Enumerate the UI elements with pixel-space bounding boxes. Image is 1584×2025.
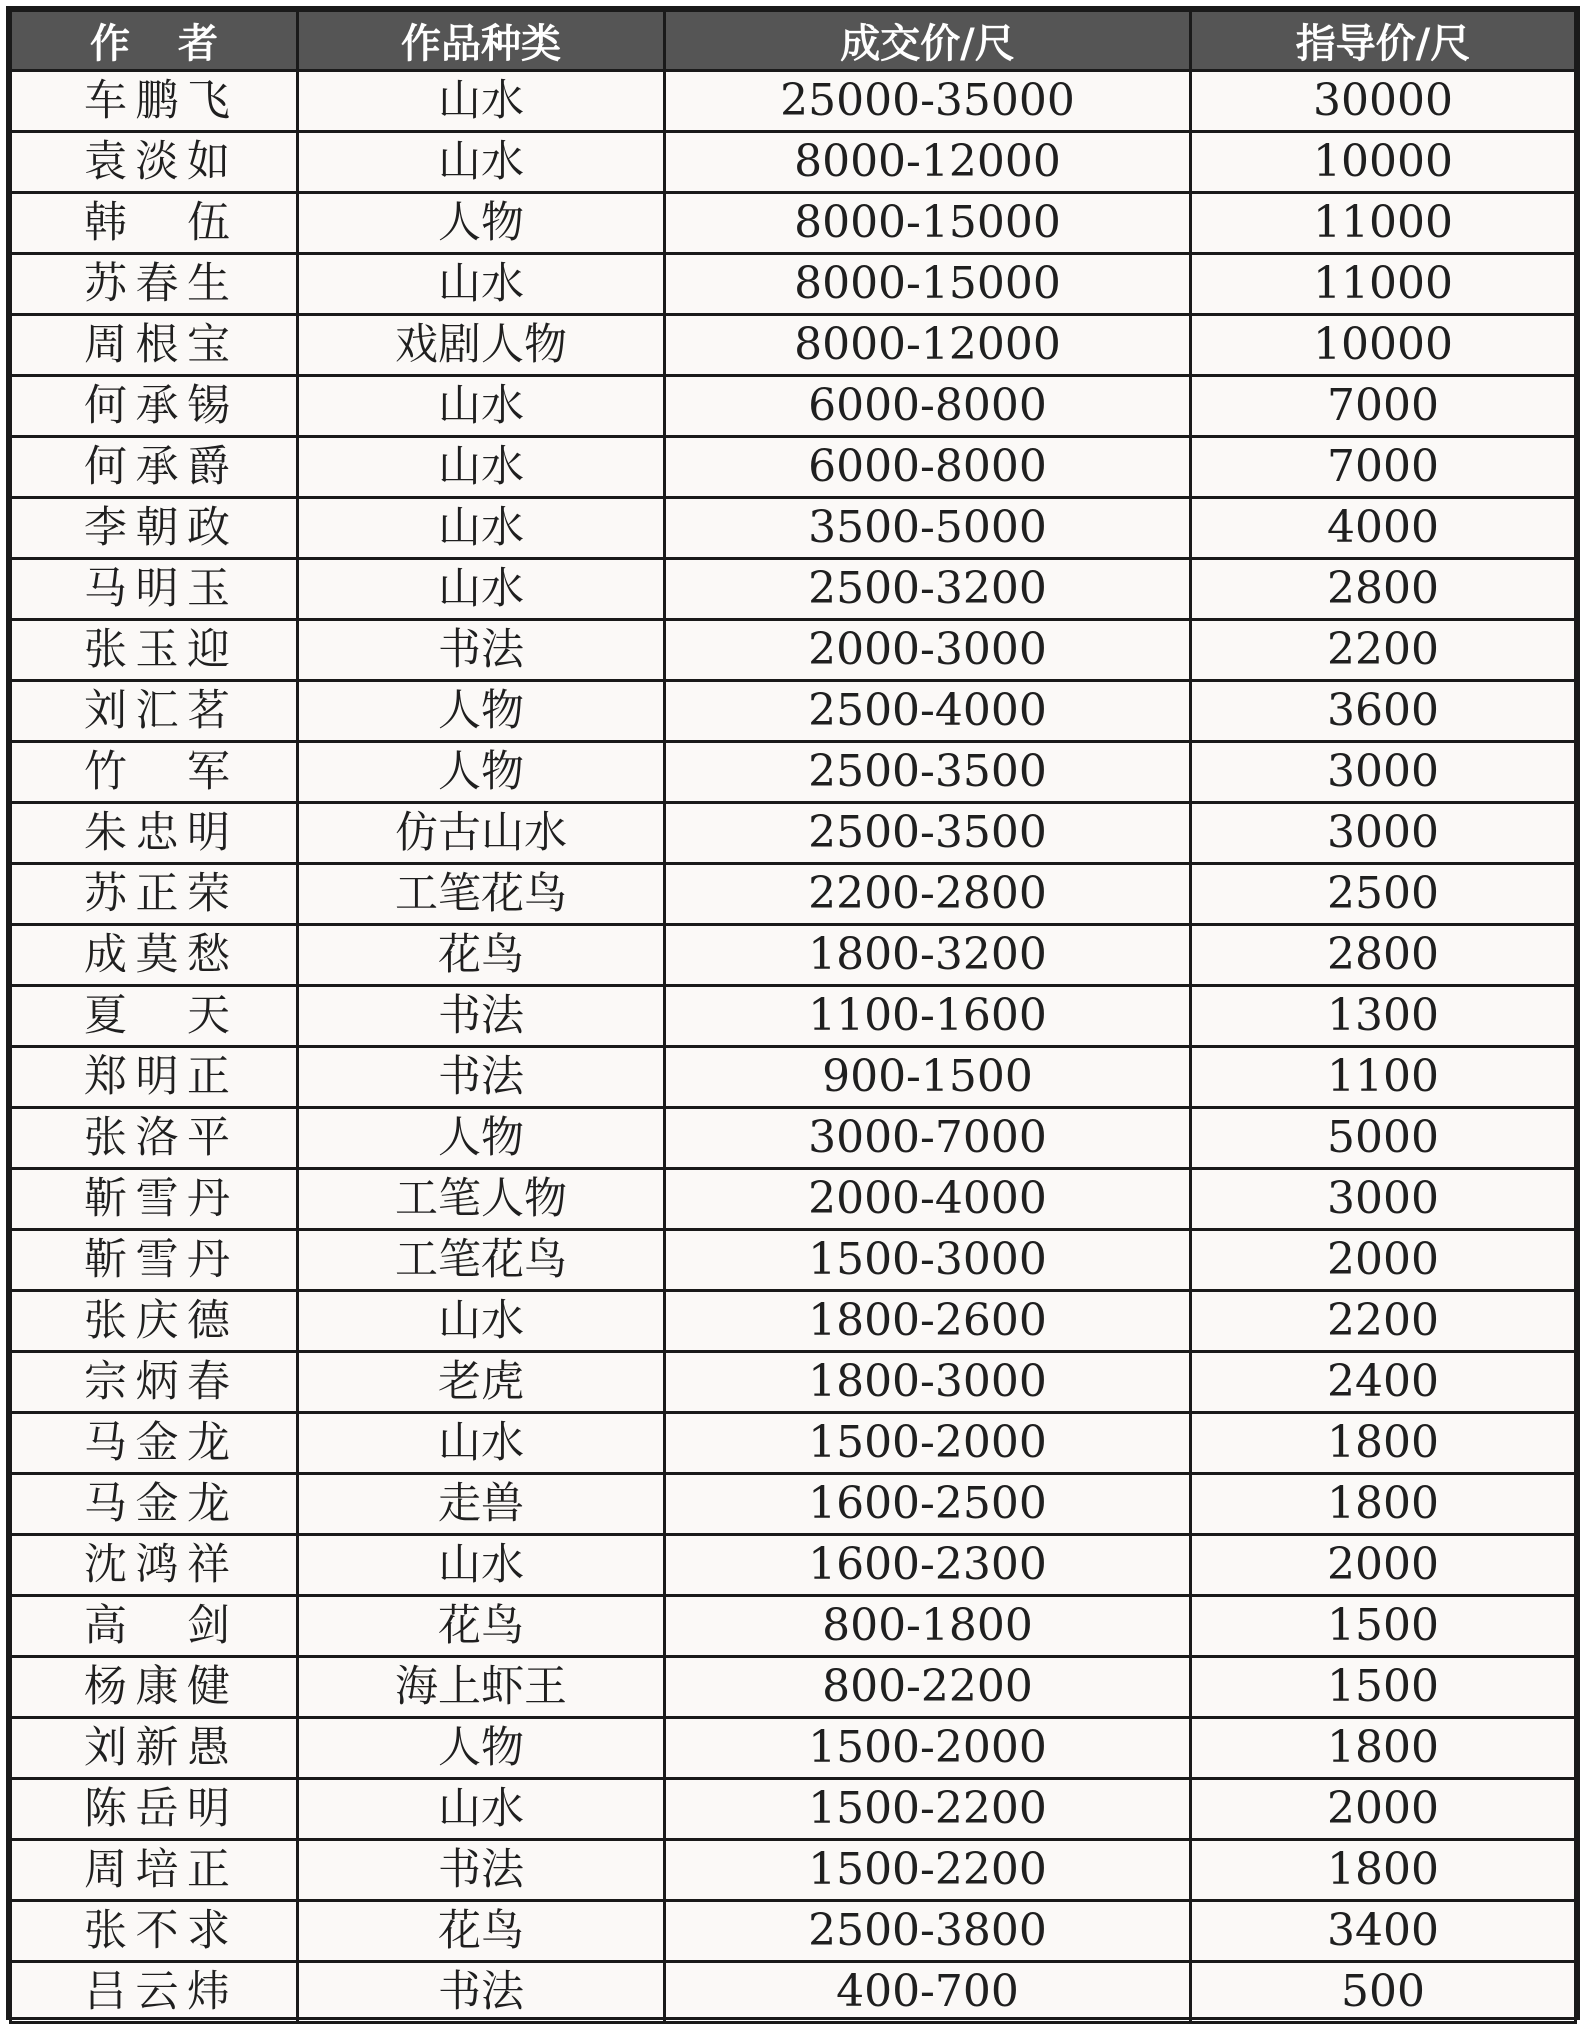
- category-cell: 戏剧人物: [298, 315, 665, 376]
- author-cell: [11, 437, 298, 498]
- author-cell: [11, 315, 298, 376]
- author-cell: [11, 1596, 298, 1657]
- category-cell: 书法: [298, 1840, 665, 1901]
- category-cell: 山水: [298, 132, 665, 193]
- deal-price-cell: 1100-1600: [665, 986, 1191, 1047]
- guide-price-cell: 4000: [1191, 498, 1576, 559]
- author-name: 张玉迎: [84, 624, 230, 675]
- author-cell: [11, 1962, 298, 2023]
- price-table-container: [6, 6, 1580, 2020]
- author-name: 苏春生: [84, 258, 230, 309]
- header-guide-price: 指导价/尺: [1191, 11, 1576, 71]
- author-cell: [11, 71, 298, 132]
- deal-price-cell: 2000-4000: [665, 1169, 1191, 1230]
- table-row: [11, 315, 1576, 376]
- author-name: 夏天: [84, 990, 230, 1041]
- author-name: 高剑: [84, 1600, 230, 1651]
- author-name: 周培正: [84, 1844, 230, 1895]
- author-cell: [11, 1291, 298, 1352]
- table-row: [11, 620, 1576, 681]
- category-cell: 山水: [298, 498, 665, 559]
- table-row: [11, 254, 1576, 315]
- table-row: [11, 1352, 1576, 1413]
- guide-price-cell: 1300: [1191, 986, 1576, 1047]
- deal-price-cell: 1500-2200: [665, 1840, 1191, 1901]
- deal-price-cell: 8000-15000: [665, 254, 1191, 315]
- guide-price-cell: 2200: [1191, 620, 1576, 681]
- author-cell: [11, 681, 298, 742]
- table-row: [11, 1108, 1576, 1169]
- author-name: 苏正荣: [84, 868, 230, 919]
- category-cell: 花鸟: [298, 925, 665, 986]
- header-category: 作品种类: [298, 11, 665, 71]
- category-cell: 书法: [298, 986, 665, 1047]
- deal-price-cell: 2500-3800: [665, 1901, 1191, 1962]
- table-row: [11, 1779, 1576, 1840]
- author-cell: [11, 254, 298, 315]
- author-name: 郑明正: [84, 1051, 230, 1102]
- guide-price-cell: 3000: [1191, 1169, 1576, 1230]
- table-row: [11, 376, 1576, 437]
- deal-price-cell: 1800-3000: [665, 1352, 1191, 1413]
- author-name: 刘汇茗: [84, 685, 230, 736]
- author-cell: [11, 1047, 298, 1108]
- author-name: 沈鸿祥: [84, 1539, 230, 1590]
- header-row: [11, 11, 1576, 71]
- table-row: [11, 132, 1576, 193]
- deal-price-cell: 1500-2000: [665, 1413, 1191, 1474]
- category-cell: 书法: [298, 1047, 665, 1108]
- author-name: 张庆德: [84, 1295, 230, 1346]
- deal-price-cell: 8000-12000: [665, 132, 1191, 193]
- deal-price-cell: 1600-2300: [665, 1535, 1191, 1596]
- table-row: [11, 1718, 1576, 1779]
- table-row: [11, 498, 1576, 559]
- category-cell: 工笔花鸟: [298, 864, 665, 925]
- guide-price-cell: 2000: [1191, 1535, 1576, 1596]
- category-cell: 海上虾王: [298, 1657, 665, 1718]
- guide-price-cell: 11000: [1191, 193, 1576, 254]
- guide-price-cell: 5000: [1191, 1108, 1576, 1169]
- table-row: [11, 986, 1576, 1047]
- author-cell: [11, 1108, 298, 1169]
- author-cell: [11, 1352, 298, 1413]
- deal-price-cell: 8000-15000: [665, 193, 1191, 254]
- category-cell: 花鸟: [298, 1596, 665, 1657]
- guide-price-cell: 2800: [1191, 925, 1576, 986]
- author-cell: [11, 864, 298, 925]
- author-name: 韩伍: [84, 197, 230, 248]
- table-row: [11, 864, 1576, 925]
- category-cell: 工笔花鸟: [298, 1230, 665, 1291]
- author-cell: [11, 1779, 298, 1840]
- guide-price-cell: 11000: [1191, 254, 1576, 315]
- deal-price-cell: 1800-2600: [665, 1291, 1191, 1352]
- table-row: [11, 1413, 1576, 1474]
- table-row: [11, 925, 1576, 986]
- author-name: 靳雪丹: [84, 1173, 230, 1224]
- author-cell: [11, 1413, 298, 1474]
- category-cell: 山水: [298, 1291, 665, 1352]
- guide-price-cell: 10000: [1191, 132, 1576, 193]
- table-row: [11, 1596, 1576, 1657]
- deal-price-cell: 800-1800: [665, 1596, 1191, 1657]
- author-cell: [11, 1169, 298, 1230]
- deal-price-cell: 25000-35000: [665, 71, 1191, 132]
- guide-price-cell: 7000: [1191, 376, 1576, 437]
- author-cell: [11, 1657, 298, 1718]
- category-cell: 人物: [298, 742, 665, 803]
- deal-price-cell: 6000-8000: [665, 376, 1191, 437]
- category-cell: 人物: [298, 1718, 665, 1779]
- category-cell: 人物: [298, 681, 665, 742]
- table-row: [11, 1169, 1576, 1230]
- table-row: [11, 71, 1576, 132]
- deal-price-cell: 1500-2200: [665, 1779, 1191, 1840]
- guide-price-cell: 2500: [1191, 864, 1576, 925]
- table-row: [11, 1962, 1576, 2023]
- author-cell: [11, 376, 298, 437]
- deal-price-cell: 1600-2500: [665, 1474, 1191, 1535]
- category-cell: 山水: [298, 376, 665, 437]
- deal-price-cell: 2200-2800: [665, 864, 1191, 925]
- guide-price-cell: 2200: [1191, 1291, 1576, 1352]
- author-cell: [11, 193, 298, 254]
- table-row: [11, 681, 1576, 742]
- author-cell: [11, 132, 298, 193]
- guide-price-cell: 1800: [1191, 1413, 1576, 1474]
- guide-price-cell: 2800: [1191, 559, 1576, 620]
- category-cell: 山水: [298, 1413, 665, 1474]
- deal-price-cell: 3500-5000: [665, 498, 1191, 559]
- category-cell: 山水: [298, 254, 665, 315]
- guide-price-cell: 500: [1191, 1962, 1576, 2023]
- category-cell: 山水: [298, 437, 665, 498]
- category-cell: 仿古山水: [298, 803, 665, 864]
- guide-price-cell: 30000: [1191, 71, 1576, 132]
- table-row: [11, 742, 1576, 803]
- deal-price-cell: 900-1500: [665, 1047, 1191, 1108]
- author-cell: [11, 742, 298, 803]
- table-row: [11, 1047, 1576, 1108]
- price-table: [9, 9, 1577, 2024]
- author-name: 竹军: [84, 746, 230, 797]
- header-deal-price: 成交价/尺: [665, 11, 1191, 71]
- author-name: 周根宝: [84, 319, 230, 370]
- category-cell: 山水: [298, 71, 665, 132]
- table-row: [11, 193, 1576, 254]
- table-row: [11, 803, 1576, 864]
- deal-price-cell: 2500-3500: [665, 742, 1191, 803]
- deal-price-cell: 6000-8000: [665, 437, 1191, 498]
- author-cell: [11, 1535, 298, 1596]
- table-row: [11, 1840, 1576, 1901]
- category-cell: 花鸟: [298, 1901, 665, 1962]
- guide-price-cell: 2400: [1191, 1352, 1576, 1413]
- author-name: 成莫愁: [84, 929, 230, 980]
- author-name: 刘新愚: [84, 1722, 230, 1773]
- category-cell: 人物: [298, 1108, 665, 1169]
- category-cell: 书法: [298, 620, 665, 681]
- table-row: [11, 1657, 1576, 1718]
- author-name: 陈岳明: [84, 1783, 230, 1834]
- author-name: 马明玉: [84, 563, 230, 614]
- category-cell: 书法: [298, 1962, 665, 2023]
- guide-price-cell: 3600: [1191, 681, 1576, 742]
- deal-price-cell: 1500-2000: [665, 1718, 1191, 1779]
- author-cell: [11, 986, 298, 1047]
- deal-price-cell: 2000-3000: [665, 620, 1191, 681]
- author-cell: [11, 559, 298, 620]
- guide-price-cell: 2000: [1191, 1230, 1576, 1291]
- author-cell: [11, 620, 298, 681]
- author-name: 何承爵: [84, 441, 230, 492]
- category-cell: 工笔人物: [298, 1169, 665, 1230]
- author-name: 吕云炜: [84, 1966, 230, 2017]
- author-name: 车鹏飞: [84, 75, 230, 126]
- author-name: 张不求: [84, 1905, 230, 1956]
- category-cell: 老虎: [298, 1352, 665, 1413]
- table-row: [11, 1474, 1576, 1535]
- guide-price-cell: 3400: [1191, 1901, 1576, 1962]
- header-author: 作者: [11, 11, 298, 71]
- table-row: [11, 1535, 1576, 1596]
- table-row: [11, 559, 1576, 620]
- deal-price-cell: 1500-3000: [665, 1230, 1191, 1291]
- deal-price-cell: 2500-3500: [665, 803, 1191, 864]
- guide-price-cell: 1800: [1191, 1840, 1576, 1901]
- author-cell: [11, 1718, 298, 1779]
- deal-price-cell: 400-700: [665, 1962, 1191, 2023]
- table-row: [11, 437, 1576, 498]
- category-cell: 山水: [298, 1779, 665, 1840]
- author-cell: [11, 925, 298, 986]
- category-cell: 山水: [298, 559, 665, 620]
- author-cell: [11, 498, 298, 559]
- author-name: 宗炳春: [84, 1356, 230, 1407]
- guide-price-cell: 3000: [1191, 742, 1576, 803]
- author-name: 杨康健: [84, 1661, 230, 1712]
- deal-price-cell: 8000-12000: [665, 315, 1191, 376]
- author-name: 靳雪丹: [84, 1234, 230, 1285]
- author-name: 何承锡: [84, 380, 230, 431]
- deal-price-cell: 2500-3200: [665, 559, 1191, 620]
- deal-price-cell: 800-2200: [665, 1657, 1191, 1718]
- table-row: [11, 1230, 1576, 1291]
- deal-price-cell: 2500-4000: [665, 681, 1191, 742]
- table-row: [11, 1291, 1576, 1352]
- author-name: 马金龙: [84, 1417, 230, 1468]
- guide-price-cell: 1800: [1191, 1474, 1576, 1535]
- guide-price-cell: 1500: [1191, 1596, 1576, 1657]
- guide-price-cell: 1100: [1191, 1047, 1576, 1108]
- author-name: 袁淡如: [84, 136, 230, 187]
- category-cell: 山水: [298, 1535, 665, 1596]
- deal-price-cell: 3000-7000: [665, 1108, 1191, 1169]
- guide-price-cell: 3000: [1191, 803, 1576, 864]
- author-name: 马金龙: [84, 1478, 230, 1529]
- author-name: 张洛平: [84, 1112, 230, 1163]
- author-cell: [11, 1230, 298, 1291]
- guide-price-cell: 7000: [1191, 437, 1576, 498]
- deal-price-cell: 1800-3200: [665, 925, 1191, 986]
- author-name: 朱忠明: [84, 807, 230, 858]
- table-row: [11, 1901, 1576, 1962]
- category-cell: 走兽: [298, 1474, 665, 1535]
- guide-price-cell: 2000: [1191, 1779, 1576, 1840]
- guide-price-cell: 1800: [1191, 1718, 1576, 1779]
- author-cell: [11, 1901, 298, 1962]
- author-name: 李朝政: [84, 502, 230, 553]
- category-cell: 人物: [298, 193, 665, 254]
- guide-price-cell: 10000: [1191, 315, 1576, 376]
- author-cell: [11, 1840, 298, 1901]
- author-cell: [11, 1474, 298, 1535]
- guide-price-cell: 1500: [1191, 1657, 1576, 1718]
- author-cell: [11, 803, 298, 864]
